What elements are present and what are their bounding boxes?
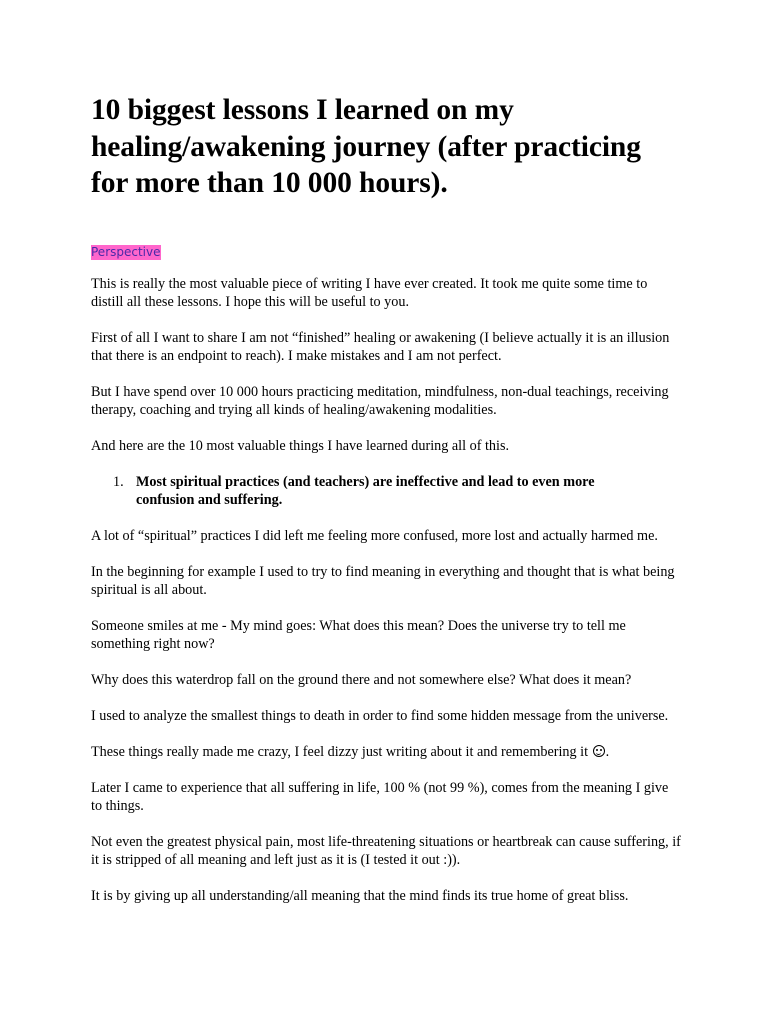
- end-paragraph-1: Later I came to experience that all suffering in life, 100 % (not 99 %), comes from the meaning I give to things.: [91, 779, 669, 814]
- body-paragraph-2: In the beginning for example I used to try to find meaning in everything and thought that is what being spiritual is all about.: [91, 563, 675, 598]
- end-paragraph-3: It is by giving up all understanding/all meaning that the mind finds its true home of great bliss.: [91, 887, 629, 904]
- list-item-text: Most spiritual practices (and teachers) are ineffective and lead to even more confusion and suffering.: [136, 473, 595, 508]
- smiley-paragraph: [91, 743, 681, 761]
- intro-paragraph-2: First of all I want to share I am not “finished” healing or awakening (I believe actually it is an illusion that there is an endpoint to reach). I make mistakes and I am not perfect.: [91, 329, 670, 364]
- body-paragraph-3: Someone smiles at me - My mind goes: What does this mean? Does the universe try to tell me something right now?: [91, 617, 626, 652]
- list-number: 1.: [113, 473, 124, 490]
- intro-paragraph-3: But I have spend over 10 000 hours practicing meditation, mindfulness, non-dual teachings, receiving therapy, coaching and trying all kinds of healing/awakening modalities.: [91, 383, 669, 418]
- body-paragraph-5: I used to analyze the smallest things to death in order to find some hidden message from the universe.: [91, 707, 669, 724]
- smiley-paragraph-end: .: [605, 743, 610, 760]
- end-paragraph-2: Not even the greatest physical pain, most life-threatening situations or heartbreak can cause suffering, if it is stripped of all meaning and left just as it is (I tested it out :)).: [91, 833, 681, 868]
- smiley-paragraph-text: These things really made me crazy, I feel dizzy just writing about it and remembering it: [91, 743, 589, 760]
- document-page: [91, 92, 681, 905]
- intro-paragraph-1: This is really the most valuable piece of writing I have ever created. It took me quite some time to distill all these lessons. I hope this will be useful to you.: [91, 275, 648, 310]
- grinning-face-icon: [593, 745, 605, 757]
- tag-row: [91, 243, 681, 263]
- category-tag[interactable]: Perspective: [91, 244, 161, 259]
- body-paragraph-1: A lot of “spiritual” practices I did left me feeling more confused, more lost and actually harmed me.: [91, 527, 658, 544]
- document-title: 10 biggest lessons I learned on my healing/awakening journey (after practicing for more than 10 000 hours).: [91, 94, 641, 199]
- list-item: [91, 473, 681, 509]
- intro-paragraph-4: And here are the 10 most valuable things I have learned during all of this.: [91, 437, 510, 454]
- body-paragraph-4: Why does this waterdrop fall on the ground there and not somewhere else? What does it mean?: [91, 671, 632, 688]
